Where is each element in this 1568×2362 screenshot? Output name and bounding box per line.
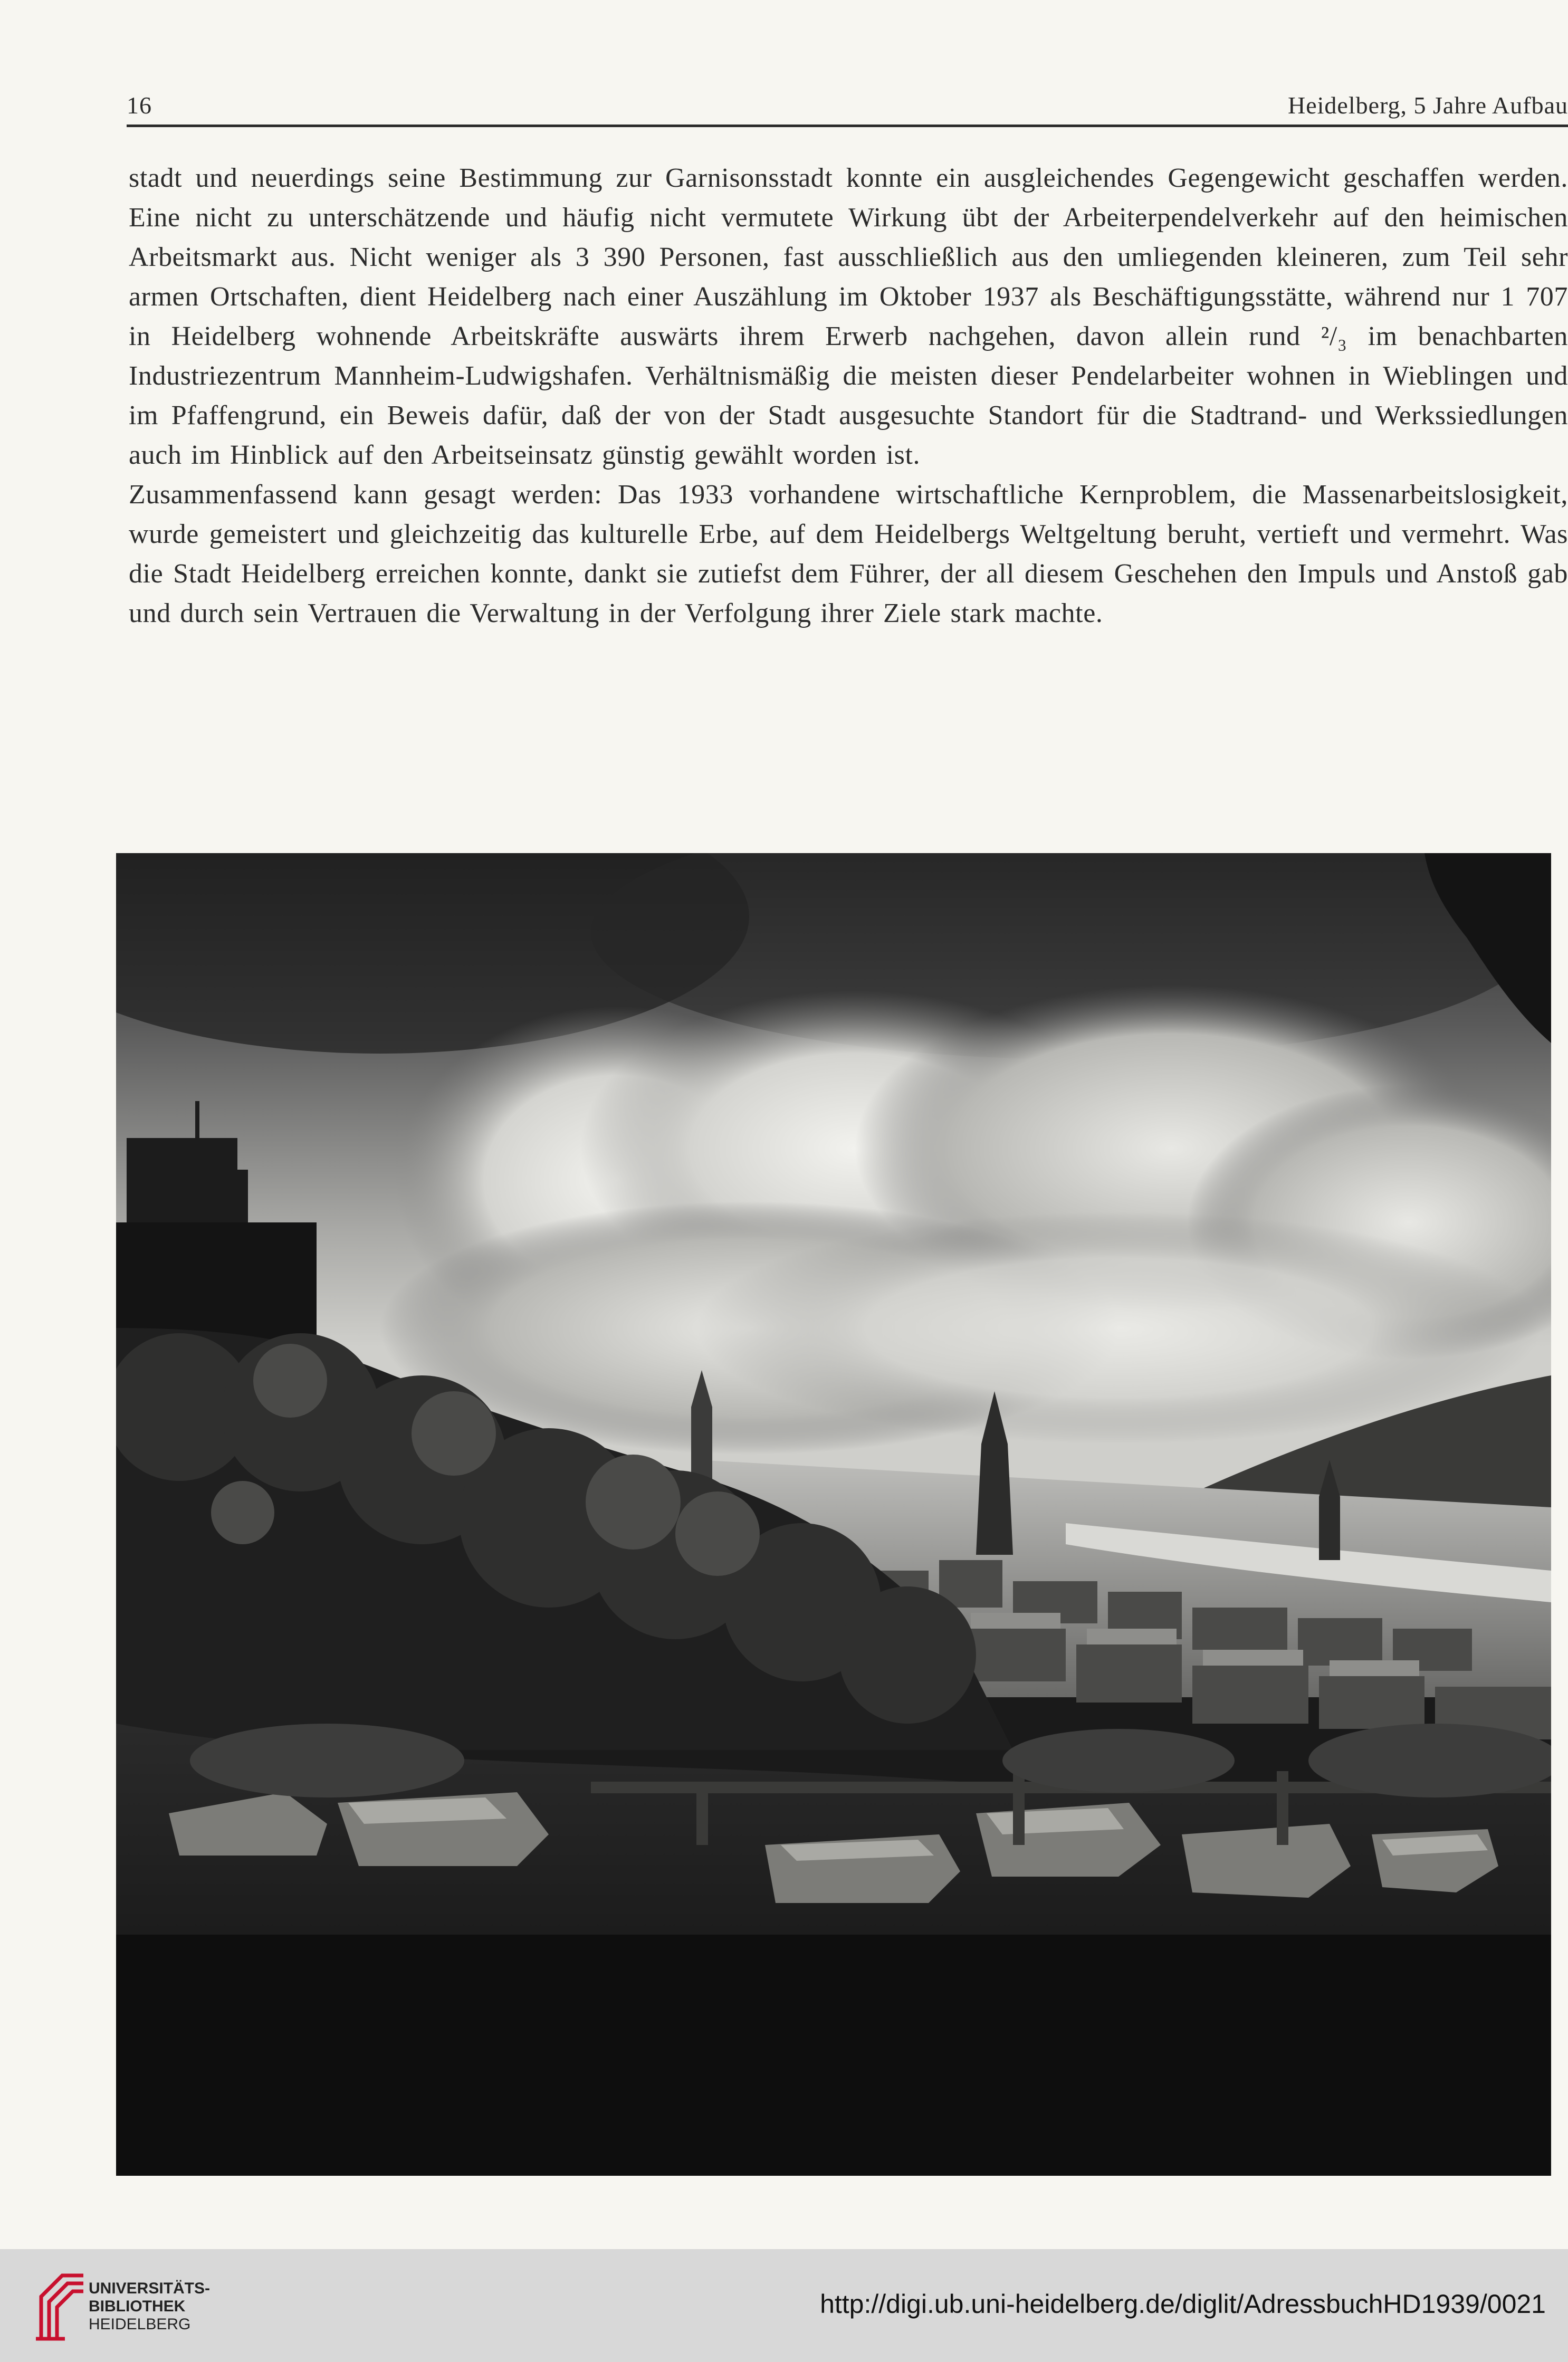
page-number: 16 — [127, 92, 152, 119]
library-name-line: HEIDELBERG — [89, 2316, 191, 2333]
body-text — [129, 158, 1568, 633]
page-header — [127, 86, 1568, 123]
paragraph: Zusammenfassend kann gesagt werden: Das 1933 vorhandene wirtschaftliche Kernproblem, die Massenarbeitslosigkeit, wurde gemeistert und gleichzeitig das kulturelle Erbe, auf dem Heidelbergs Weltgeltung beruht, vertieft und vermehrt. Was die Stadt Heidelberg erreichen konnte, dankt sie zutiefst dem Führer, der all diesem Geschehen den Impuls und Anstoß gab und durch sein Vertrauen die Verwaltung in der Verfolgung ihrer Ziele stark machte. — [129, 480, 1568, 628]
photograph-heidelberg-view — [116, 853, 1551, 2176]
digitization-footer — [0, 2249, 1568, 2362]
library-name — [89, 2280, 210, 2334]
library-name-line: UNIVERSITÄTS- — [89, 2280, 211, 2297]
library-name-line: BIBLIOTHEK — [89, 2298, 186, 2315]
library-logo-icon — [31, 2265, 91, 2347]
header-rule — [127, 125, 1568, 127]
running-title: Heidelberg, 5 Jahre Aufbau — [1288, 92, 1568, 119]
source-url-link[interactable]: http://digi.ub.uni-heidelberg.de/diglit/AdressbuchHD1939/0021 — [820, 2289, 1546, 2319]
paragraph: stadt und neuerdings seine Bestimmung zur Garnisonsstadt konnte ein ausgleichendes Gegengewicht geschaffen werden. Eine nicht zu unterschätzende und häufig nicht vermutete Wirkung übt der Arbeiterpendelverkehr auf den heimischen Arbeitsmarkt aus. Nicht weniger als 3 390 Personen, fast ausschließlich aus den umliegenden kleineren, zum Teil sehr armen Ortschaften, dient Heidelberg nach einer Auszählung im Oktober 1937 als Beschäftigungsstätte, während nur 1 707 in Heidelberg wohnende Arbeitskräfte auswärts ihrem Erwerb nachgehen, davon allein rund ²/₃ im benachbarten Industriezentrum Mannheim-Ludwigshafen. Verhältnismäßig die meisten dieser Pendelarbeiter wohnen in Wieblingen und im Pfaffengrund, ein Beweis dafür, daß der von der Stadt ausgesuchte Standort für die Stadtrand- und Werkssiedlungen auch im Hinblick auf den Arbeitseinsatz günstig gewählt worden ist. — [129, 163, 1568, 470]
